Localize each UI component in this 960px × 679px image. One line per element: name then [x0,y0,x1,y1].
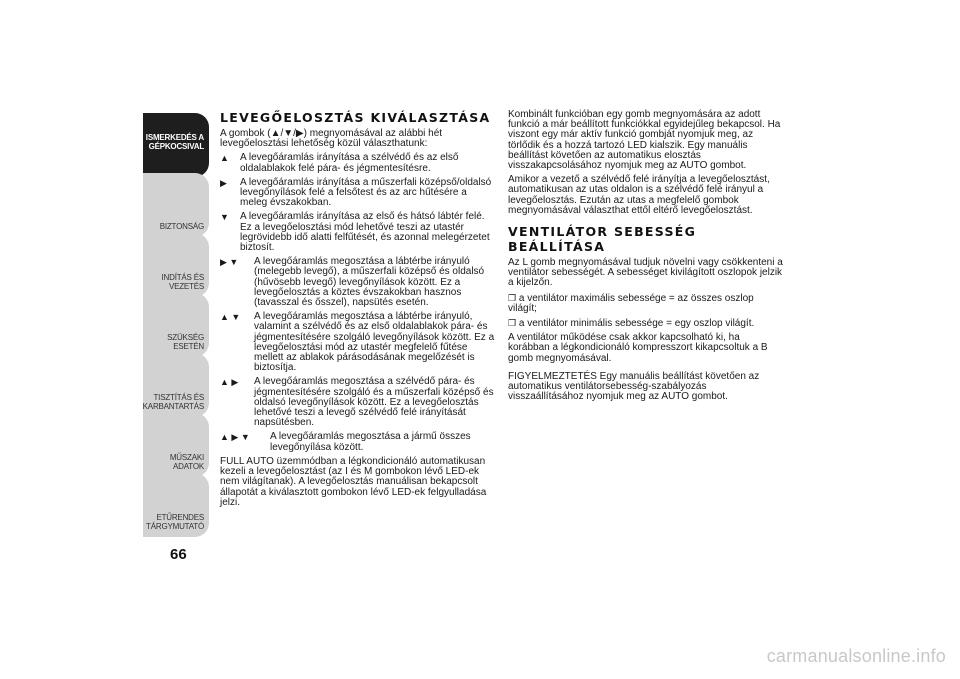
checkbox-bullet-icon: ❒ [508,318,517,329]
list-item [220,153,495,173]
air-direction-icon: ▶ ▼ [220,257,239,268]
section-heading-fan-speed: VENTILÁTOR SEBESSÉG BEÁLLÍTÁSA [508,224,697,255]
tab-technical-data[interactable] [143,413,209,477]
tab-label-line: ISMERKEDÉS A [145,133,204,142]
air-direction-icon: ▲ [220,153,229,164]
tab-label-line: BIZTONSÁG [159,222,204,231]
air-direction-icon: ▲ ▼ [220,312,241,323]
list-item [508,318,783,329]
list-item [220,377,495,428]
checkbox-bullet-icon: ❒ [508,292,517,303]
tab-label-line: ETŰRENDES [156,513,204,522]
list-item [508,293,783,314]
list-item [220,212,495,253]
tab-emergency[interactable] [143,293,209,357]
windscreen-paragraph: Amikor a vezető a szélvédő felé irányítja a levegőelosztást, automatikusan az utas oldalon is a szélvédő felé irányul a levegőelosztás. Ezután az utas a megfelelő gombok megnyomásával választhat ettől eltérő levegőelosztást. [508,174,770,216]
tab-label-line: KARBANTARTÁS [142,402,204,411]
tab-maintenance[interactable] [143,353,209,417]
tab-label-line: INDÍTÁS ÉS VEZETÉS [161,273,204,291]
list-item [220,178,495,209]
air-direction-icon: ▼ [220,212,229,223]
air-direction-icon: ▲ ▶ ▼ [220,432,250,443]
combined-function-paragraph: Kombinált funkcióban egy gomb megnyomására az adott funkció a már beállított funkciókkal egyidejűleg bekapcsol. Ha viszont egy már aktív funkció gombját nyomjuk meg, az törlődik és a hozzá tartozó LED kialszik. Egy manuális beállítást követően az automatikus elosztás visszakapcsolásához nyomjuk meg az AUTO gombot. [508,109,781,172]
tab-label-line: GÉPKOCSIVAL [148,142,204,151]
watermark: carmanualsonline.info [766,646,946,666]
tab-starting-driving[interactable] [143,233,209,297]
list-item-text: a ventilátor minimális sebessége = egy oszlop világít. [518,318,755,330]
page-number: 66 [170,546,187,563]
left-column [220,110,495,512]
chapter-tabs [143,113,209,538]
intro-paragraph: A gombok (▲/▼/▶) megnyomásával az alábbi hét levegőelosztási lehetőség közül választhatunk: [220,128,443,150]
tab-index[interactable] [143,473,209,537]
full-auto-paragraph: FULL AUTO üzemmódban a légkondicionáló automatikusan kezeli a levegőelosztást (az I és M gombokon lévő LED-ek nem világítanak). A levegőelosztás manuálisan bekapcsolt állapotát a kiválasztott gombokon lévő LED-ek felgyulladása jelzi. [220,455,487,508]
list-item-text: A levegőáramlás irányítása az első és hátsó lábtér felé. Ez a levegőelosztási mód lehetővé teszi az utastér legrövidebb idő alatti felfűtését, és azonnal melegérzetet biztosít. [240,211,490,254]
right-column [508,110,783,406]
warning-paragraph: FIGYELMEZTETÉS Egy manuális beállítást követően az automatikus ventilátorsebesség-szabályozás visszaállításához nyomjuk meg az AUTO gombot. [508,370,760,403]
tab-safety[interactable] [143,173,209,237]
list-item-text: A levegőáramlás irányítása a műszerfali középső/oldalsó levegőnyílások felé a felsőtest és az arc hűtésére a meleg évszakokban. [240,176,492,209]
tab-label-line: MŰSZAKI ADATOK [169,453,204,471]
tab-label-line: SZÜKSÉG ESETÉN [167,333,204,351]
list-item-text: A levegőáramlás megosztása a lábtérbe irányuló (melegebb levegő), a műszerfali középső és oldalsó (hűvösebb levegő) levegőnyílások között. Ez a levegőelosztás a köztes évszakokban hasznos (tavasszal és ősszel), napsütés esetén. [254,256,485,309]
tab-getting-to-know-car[interactable] [143,113,209,177]
list-item-text: A levegőáramlás irányítása a szélvédő és az első oldalablakok felé pára- és jégmentesítésre. [240,152,459,174]
list-item-text: A levegőáramlás megosztása a jármű összes levegőnyílása között. [270,431,471,453]
tab-label-line: TISZTÍTÁS ÉS [153,393,204,402]
air-direction-icon: ▲ ▶ [220,377,239,388]
fan-off-paragraph: A ventilátor működése csak akkor kapcsolható ki, ha korábban a légkondicionáló kompresszort kikapcsoltuk a B gomb megnyomásával. [508,332,768,364]
list-item [220,257,495,308]
list-item-text: a ventilátor maximális sebessége = az összes oszlop világít; [508,292,754,314]
list-item-text: A levegőáramlás megosztása a lábtérbe irányuló, valamint a szélvédő és az első oldalablakok pára- és jégmentesítésére szolgáló levegőnyílások között. Ez a levegőelosztási mód az utastér megfelelő fűtése mellett az ablakok párásodásának megelőzését is biztosítja. [254,311,495,374]
tab-label-line: TÁRGYMUTATÓ [146,522,204,531]
fan-speed-paragraph: Az L gomb megnyomásával tudjuk növelni vagy csökkenteni a ventilátor sebességét. A sebességet kivilágított oszlopok jelzik a kijelzőn. [508,257,783,289]
air-direction-icon: ▶ [220,177,227,188]
list-item [220,432,495,452]
section-heading-air-distribution: LEVEGŐELOSZTÁS KIVÁLASZTÁSA [220,110,491,125]
list-item-text: A levegőáramlás megosztása a szélvédő pára- és jégmentesítésére szolgáló és a műszerfali középső és oldalsó levegőnyílások között. Ez a levegőelosztás lehetővé teszi a levegő szélvédő felé irányítását napsütésben. [254,376,494,429]
list-item [220,312,495,373]
